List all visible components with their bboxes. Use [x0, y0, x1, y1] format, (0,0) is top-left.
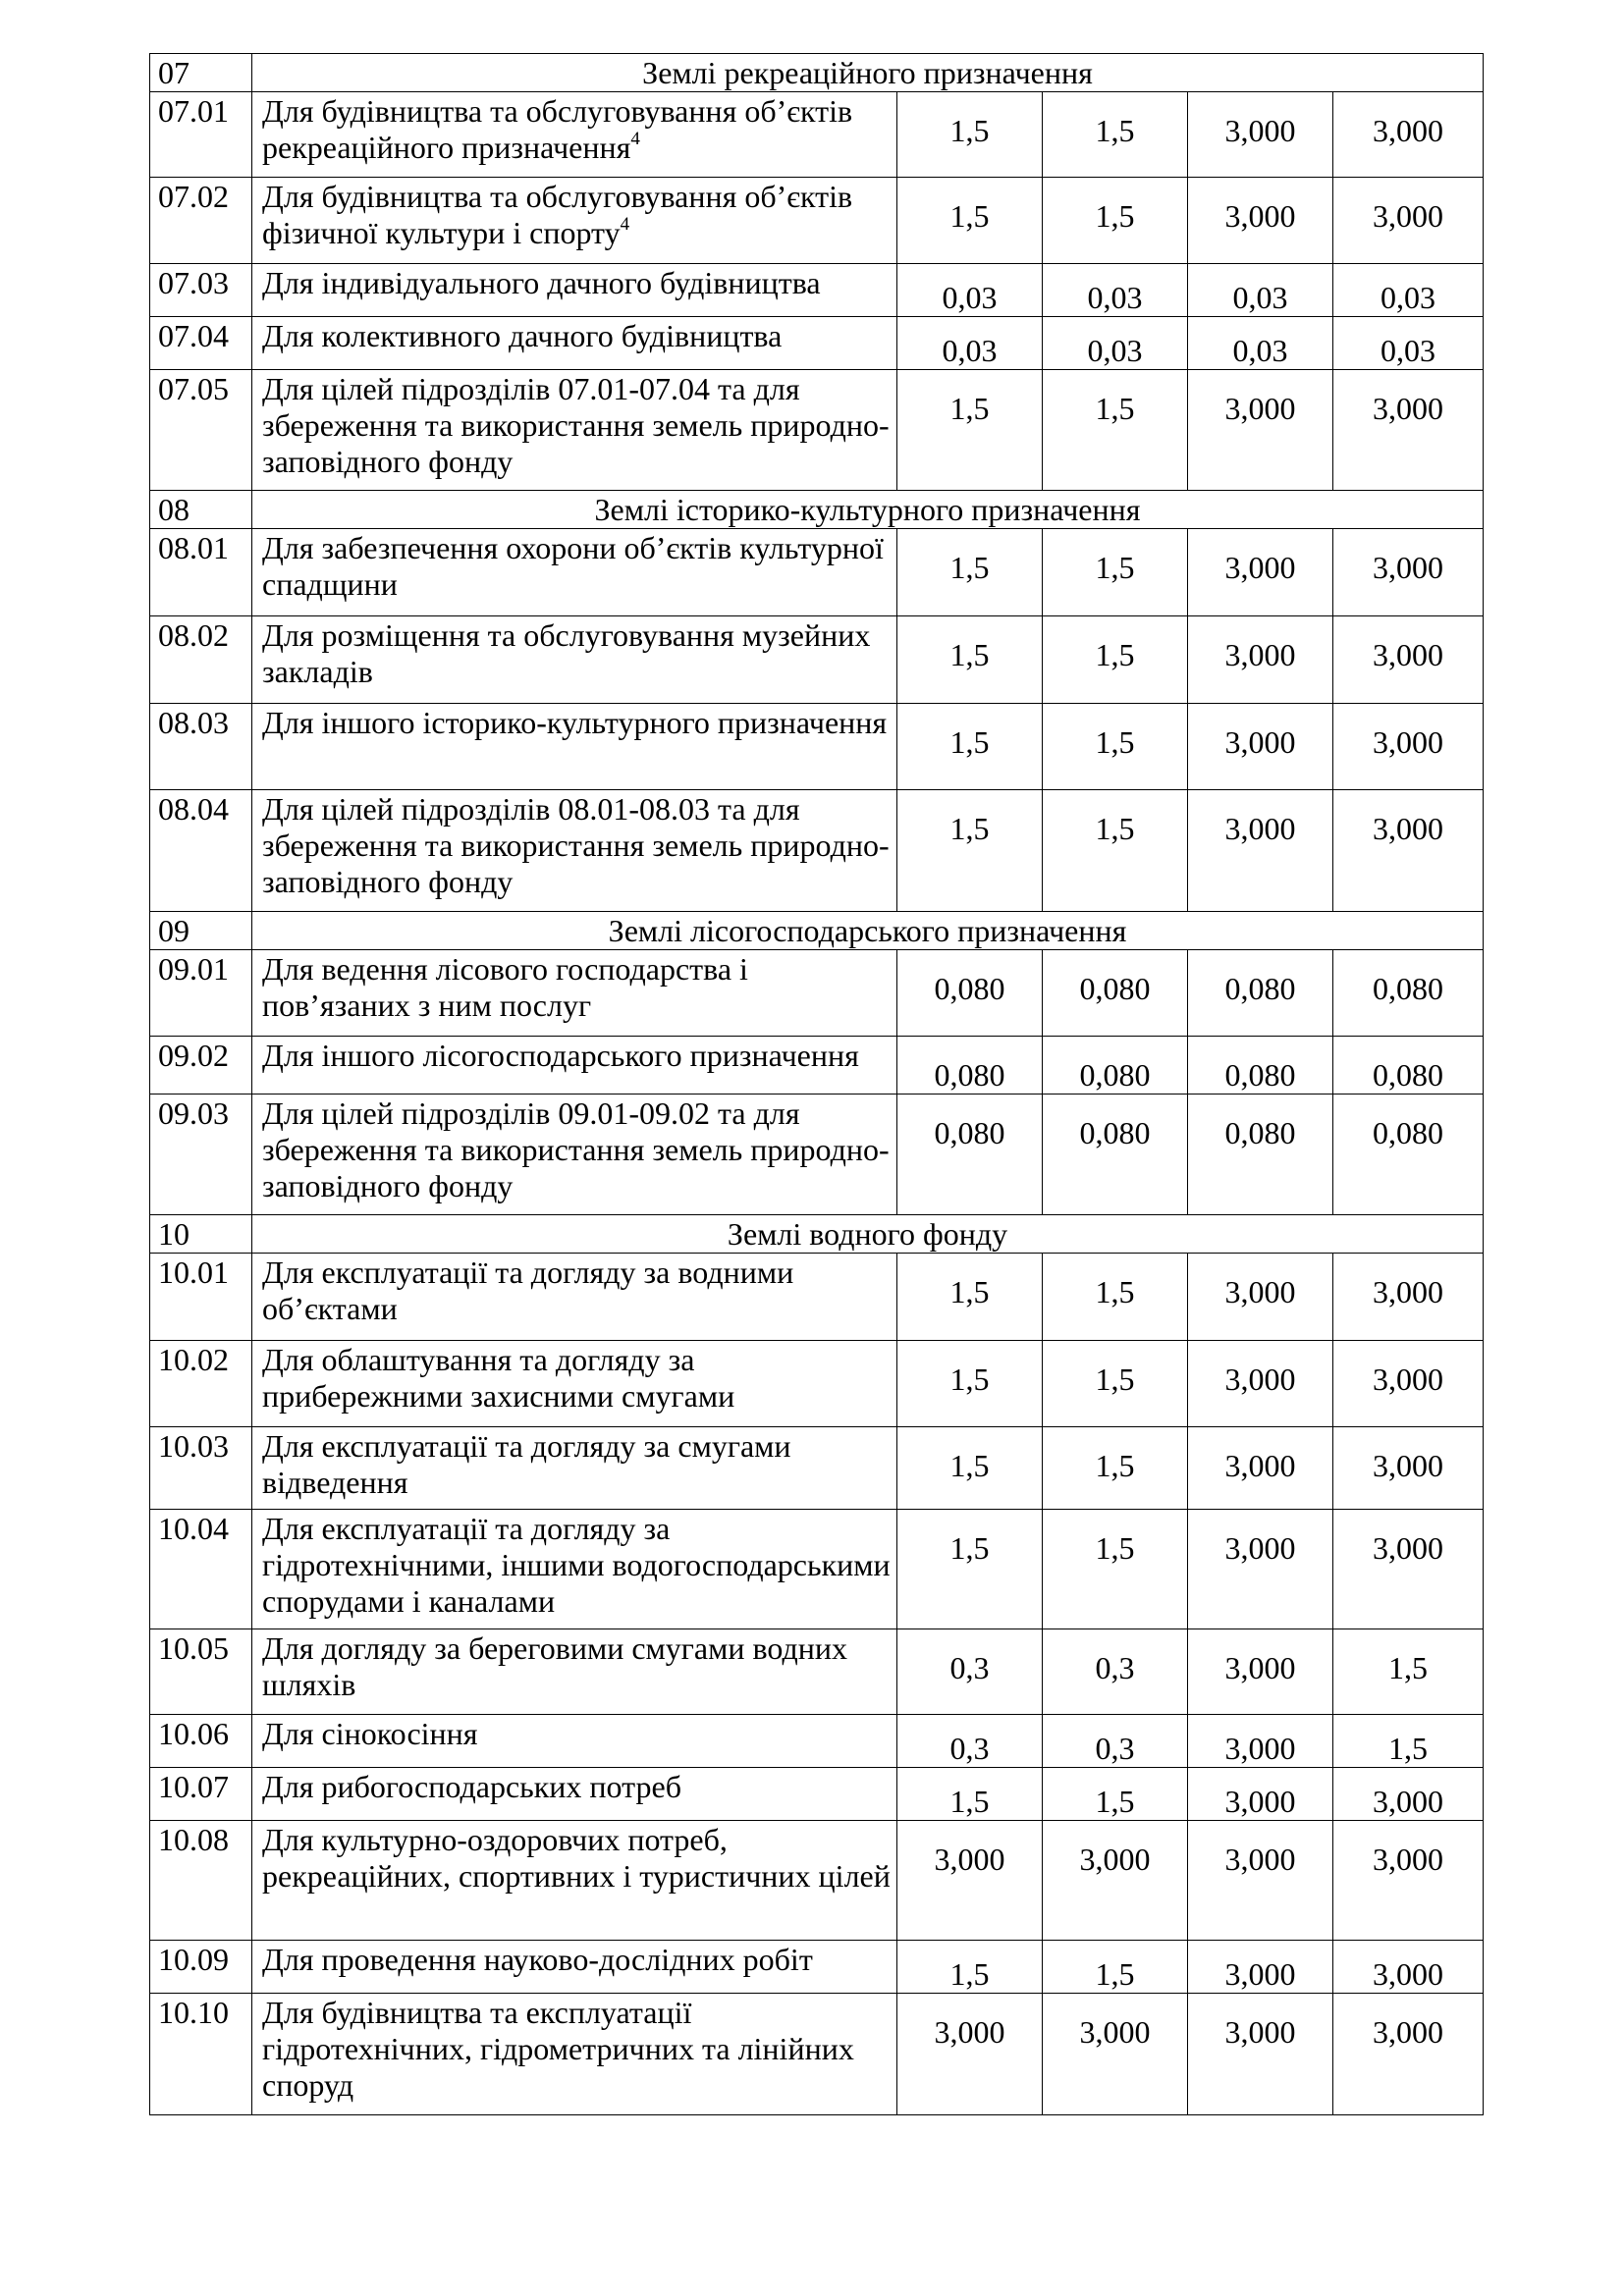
subsection-name-text: Для цілей підрозділів 08.01-08.03 та для збереження та використання земель природно-заповідного фонду: [262, 791, 890, 899]
rate-value-3: 3,000: [1188, 1341, 1333, 1427]
rate-value-2: 0,03: [1043, 264, 1188, 317]
rate-value-4: 3,000: [1333, 178, 1484, 264]
subsection-code: 10.04: [150, 1510, 252, 1629]
rate-value-2: 0,3: [1043, 1715, 1188, 1768]
rate-value-1: 0,03: [897, 317, 1043, 370]
subsection-name: [252, 1095, 897, 1215]
subsection-code: 10.06: [150, 1715, 252, 1768]
rate-value-4: 3,000: [1333, 529, 1484, 616]
subsection-code: 07.04: [150, 317, 252, 370]
section-title: Землі рекреаційного призначення: [252, 54, 1484, 92]
subsection-name: [252, 1037, 897, 1095]
subsection-name: [252, 1510, 897, 1629]
rate-value-1: 0,080: [897, 1037, 1043, 1095]
rate-value-2: 1,5: [1043, 92, 1188, 178]
table-row: [150, 1629, 1484, 1715]
section-title: Землі лісогосподарського призначення: [252, 912, 1484, 950]
section-code: 07: [150, 54, 252, 92]
rate-value-1: 1,5: [897, 704, 1043, 790]
subsection-name-text: Для іншого лісогосподарського призначення: [262, 1038, 859, 1073]
rate-value-1: 0,3: [897, 1715, 1043, 1768]
rate-value-3: 0,080: [1188, 1095, 1333, 1215]
rate-value-2: 3,000: [1043, 1821, 1188, 1941]
rate-value-3: 3,000: [1188, 1941, 1333, 1994]
rate-value-3: 3,000: [1188, 178, 1333, 264]
rate-value-1: 0,03: [897, 264, 1043, 317]
rate-value-4: 0,080: [1333, 950, 1484, 1037]
section-code: 08: [150, 491, 252, 529]
subsection-name: [252, 704, 897, 790]
subsection-name: [252, 616, 897, 704]
table-row: [150, 529, 1484, 616]
rate-value-1: 0,080: [897, 950, 1043, 1037]
rate-value-4: 3,000: [1333, 1254, 1484, 1341]
rate-value-2: 1,5: [1043, 529, 1188, 616]
subsection-name: [252, 264, 897, 317]
rate-value-2: 1,5: [1043, 1254, 1188, 1341]
rate-value-3: 3,000: [1188, 616, 1333, 704]
rate-value-3: 3,000: [1188, 790, 1333, 912]
rate-value-3: 3,000: [1188, 1768, 1333, 1821]
subsection-name-text: Для ведення лісового господарства і пов’язаних з ним послуг: [262, 951, 748, 1023]
rate-value-3: 0,080: [1188, 950, 1333, 1037]
subsection-name: [252, 370, 897, 491]
rate-value-4: 3,000: [1333, 370, 1484, 491]
subsection-code: 07.03: [150, 264, 252, 317]
table-row: [150, 1037, 1484, 1095]
rate-value-1: 1,5: [897, 1341, 1043, 1427]
subsection-name: [252, 178, 897, 264]
rate-value-2: 1,5: [1043, 616, 1188, 704]
section-title: Землі водного фонду: [252, 1215, 1484, 1254]
rate-value-4: 0,080: [1333, 1095, 1484, 1215]
rate-value-4: 3,000: [1333, 92, 1484, 178]
table-row: [150, 1254, 1484, 1341]
subsection-name-text: Для іншого історико-культурного призначення: [262, 705, 888, 740]
subsection-code: 10.10: [150, 1994, 252, 2115]
rate-value-4: 3,000: [1333, 1341, 1484, 1427]
table-row: [150, 950, 1484, 1037]
subsection-name: [252, 1821, 897, 1941]
rate-value-2: 0,080: [1043, 950, 1188, 1037]
subsection-code: 10.03: [150, 1427, 252, 1510]
rate-value-1: 3,000: [897, 1994, 1043, 2115]
subsection-code: 10.07: [150, 1768, 252, 1821]
rate-value-3: 3,000: [1188, 92, 1333, 178]
subsection-name: [252, 1941, 897, 1994]
rate-value-4: 1,5: [1333, 1629, 1484, 1715]
rate-value-4: 0,03: [1333, 317, 1484, 370]
subsection-name-text: Для будівництва та обслуговування об’єктів рекреаційного призначення: [262, 93, 853, 165]
subsection-name-text: Для будівництва та обслуговування об’єктів фізичної культури і спорту: [262, 179, 853, 250]
subsection-name-text: Для забезпечення охорони об’єктів культурної спадщини: [262, 530, 884, 602]
rate-value-1: 1,5: [897, 616, 1043, 704]
table-row: [150, 370, 1484, 491]
rate-value-3: 3,000: [1188, 704, 1333, 790]
subsection-name: [252, 1427, 897, 1510]
footnote-marker: 4: [620, 214, 630, 235]
rate-value-2: 0,3: [1043, 1629, 1188, 1715]
table-row: [150, 1715, 1484, 1768]
subsection-code: 10.05: [150, 1629, 252, 1715]
table-row: [150, 1095, 1484, 1215]
rate-value-1: 1,5: [897, 1510, 1043, 1629]
rate-value-3: 3,000: [1188, 1427, 1333, 1510]
rate-value-3: 3,000: [1188, 1510, 1333, 1629]
subsection-name-text: Для індивідуального дачного будівництва: [262, 265, 821, 300]
rate-value-4: 0,03: [1333, 264, 1484, 317]
subsection-name: [252, 1994, 897, 2115]
subsection-code: 10.09: [150, 1941, 252, 1994]
table-row: [150, 178, 1484, 264]
section-code: 10: [150, 1215, 252, 1254]
subsection-name-text: Для сінокосіння: [262, 1716, 478, 1751]
section-header-row: [150, 1215, 1484, 1254]
subsection-name: [252, 1715, 897, 1768]
subsection-name-text: Для догляду за береговими смугами водних шляхів: [262, 1630, 847, 1702]
rate-value-3: 3,000: [1188, 529, 1333, 616]
subsection-name-text: Для будівництва та експлуатації гідротехнічних, гідрометричних та лінійних споруд: [262, 1995, 854, 2103]
subsection-name: [252, 790, 897, 912]
section-header-row: [150, 491, 1484, 529]
rate-value-3: 3,000: [1188, 1629, 1333, 1715]
rate-value-1: 1,5: [897, 370, 1043, 491]
rate-value-2: 1,5: [1043, 1427, 1188, 1510]
subsection-name: [252, 950, 897, 1037]
rate-value-3: 3,000: [1188, 370, 1333, 491]
rate-value-4: 0,080: [1333, 1037, 1484, 1095]
subsection-name-text: Для цілей підрозділів 09.01-09.02 та для збереження та використання земель природно-заповідного фонду: [262, 1095, 890, 1203]
subsection-name: [252, 1254, 897, 1341]
rate-value-2: 1,5: [1043, 1941, 1188, 1994]
rate-value-1: 3,000: [897, 1821, 1043, 1941]
land-rates-table: [149, 53, 1484, 2115]
rate-value-4: 3,000: [1333, 1994, 1484, 2115]
rate-value-1: 1,5: [897, 1254, 1043, 1341]
rate-value-4: 1,5: [1333, 1715, 1484, 1768]
table-row: [150, 1427, 1484, 1510]
rate-value-2: 3,000: [1043, 1994, 1188, 2115]
rate-value-2: 1,5: [1043, 178, 1188, 264]
footnote-marker: 4: [630, 129, 640, 149]
rate-value-3: 3,000: [1188, 1715, 1333, 1768]
rate-value-2: 1,5: [1043, 1510, 1188, 1629]
rate-value-1: 1,5: [897, 1427, 1043, 1510]
subsection-code: 09.01: [150, 950, 252, 1037]
subsection-name: [252, 529, 897, 616]
subsection-name-text: Для облаштування та догляду за прибережними захисними смугами: [262, 1342, 735, 1414]
table-row: [150, 1510, 1484, 1629]
rate-value-3: 3,000: [1188, 1821, 1333, 1941]
rate-value-3: 3,000: [1188, 1994, 1333, 2115]
subsection-code: 08.03: [150, 704, 252, 790]
subsection-name: [252, 1768, 897, 1821]
table-row: [150, 1994, 1484, 2115]
subsection-code: 09.03: [150, 1095, 252, 1215]
rate-value-4: 3,000: [1333, 616, 1484, 704]
subsection-name-text: Для експлуатації та догляду за гідротехнічними, іншими водогосподарськими спорудами і каналами: [262, 1511, 891, 1619]
subsection-code: 08.01: [150, 529, 252, 616]
subsection-code: 07.01: [150, 92, 252, 178]
rate-value-2: 1,5: [1043, 790, 1188, 912]
subsection-name-text: Для цілей підрозділів 07.01-07.04 та для збереження та використання земель природно-заповідного фонду: [262, 371, 890, 479]
subsection-code: 07.05: [150, 370, 252, 491]
rate-value-3: 0,03: [1188, 264, 1333, 317]
subsection-code: 07.02: [150, 178, 252, 264]
rate-value-1: 0,3: [897, 1629, 1043, 1715]
subsection-name-text: Для культурно-оздоровчих потреб, рекреаційних, спортивних і туристичних цілей: [262, 1822, 891, 1894]
subsection-name: [252, 1341, 897, 1427]
subsection-code: 08.02: [150, 616, 252, 704]
rate-value-4: 3,000: [1333, 1941, 1484, 1994]
section-header-row: [150, 912, 1484, 950]
rate-value-1: 1,5: [897, 1941, 1043, 1994]
rate-value-2: 1,5: [1043, 1341, 1188, 1427]
rate-value-4: 3,000: [1333, 1510, 1484, 1629]
rate-value-2: 1,5: [1043, 1768, 1188, 1821]
subsection-name-text: Для розміщення та обслуговування музейних закладів: [262, 617, 871, 689]
subsection-name: [252, 92, 897, 178]
subsection-name: [252, 317, 897, 370]
table-row: [150, 1341, 1484, 1427]
table-row: [150, 264, 1484, 317]
rate-value-2: 1,5: [1043, 704, 1188, 790]
subsection-name-text: Для колективного дачного будівництва: [262, 318, 783, 353]
table-row: [150, 616, 1484, 704]
subsection-code: 09.02: [150, 1037, 252, 1095]
rate-value-3: 0,03: [1188, 317, 1333, 370]
subsection-code: 10.08: [150, 1821, 252, 1941]
subsection-name-text: Для проведення науково-дослідних робіт: [262, 1942, 813, 1977]
table-row: [150, 1768, 1484, 1821]
subsection-code: 10.02: [150, 1341, 252, 1427]
rate-value-1: 1,5: [897, 790, 1043, 912]
table-row: [150, 92, 1484, 178]
subsection-name-text: Для рибогосподарських потреб: [262, 1769, 681, 1804]
rate-value-2: 0,080: [1043, 1095, 1188, 1215]
rate-value-2: 1,5: [1043, 370, 1188, 491]
rate-value-4: 3,000: [1333, 790, 1484, 912]
rate-value-1: 0,080: [897, 1095, 1043, 1215]
subsection-name-text: Для експлуатації та догляду за водними об’єктами: [262, 1255, 794, 1326]
rate-value-3: 0,080: [1188, 1037, 1333, 1095]
table-row: [150, 704, 1484, 790]
rate-value-1: 1,5: [897, 1768, 1043, 1821]
table-body: [150, 54, 1484, 2115]
rate-value-4: 3,000: [1333, 1821, 1484, 1941]
rate-value-2: 0,080: [1043, 1037, 1188, 1095]
table-row: [150, 790, 1484, 912]
rate-value-1: 1,5: [897, 92, 1043, 178]
subsection-code: 10.01: [150, 1254, 252, 1341]
rate-value-4: 3,000: [1333, 704, 1484, 790]
subsection-name: [252, 1629, 897, 1715]
subsection-name-text: Для експлуатації та догляду за смугами відведення: [262, 1428, 791, 1500]
rate-value-2: 0,03: [1043, 317, 1188, 370]
table-row: [150, 317, 1484, 370]
rate-value-4: 3,000: [1333, 1768, 1484, 1821]
table-row: [150, 1941, 1484, 1994]
section-header-row: [150, 54, 1484, 92]
rate-value-3: 3,000: [1188, 1254, 1333, 1341]
section-title: Землі історико-культурного призначення: [252, 491, 1484, 529]
rate-value-4: 3,000: [1333, 1427, 1484, 1510]
rate-value-1: 1,5: [897, 178, 1043, 264]
section-code: 09: [150, 912, 252, 950]
rate-value-1: 1,5: [897, 529, 1043, 616]
subsection-code: 08.04: [150, 790, 252, 912]
table-row: [150, 1821, 1484, 1941]
